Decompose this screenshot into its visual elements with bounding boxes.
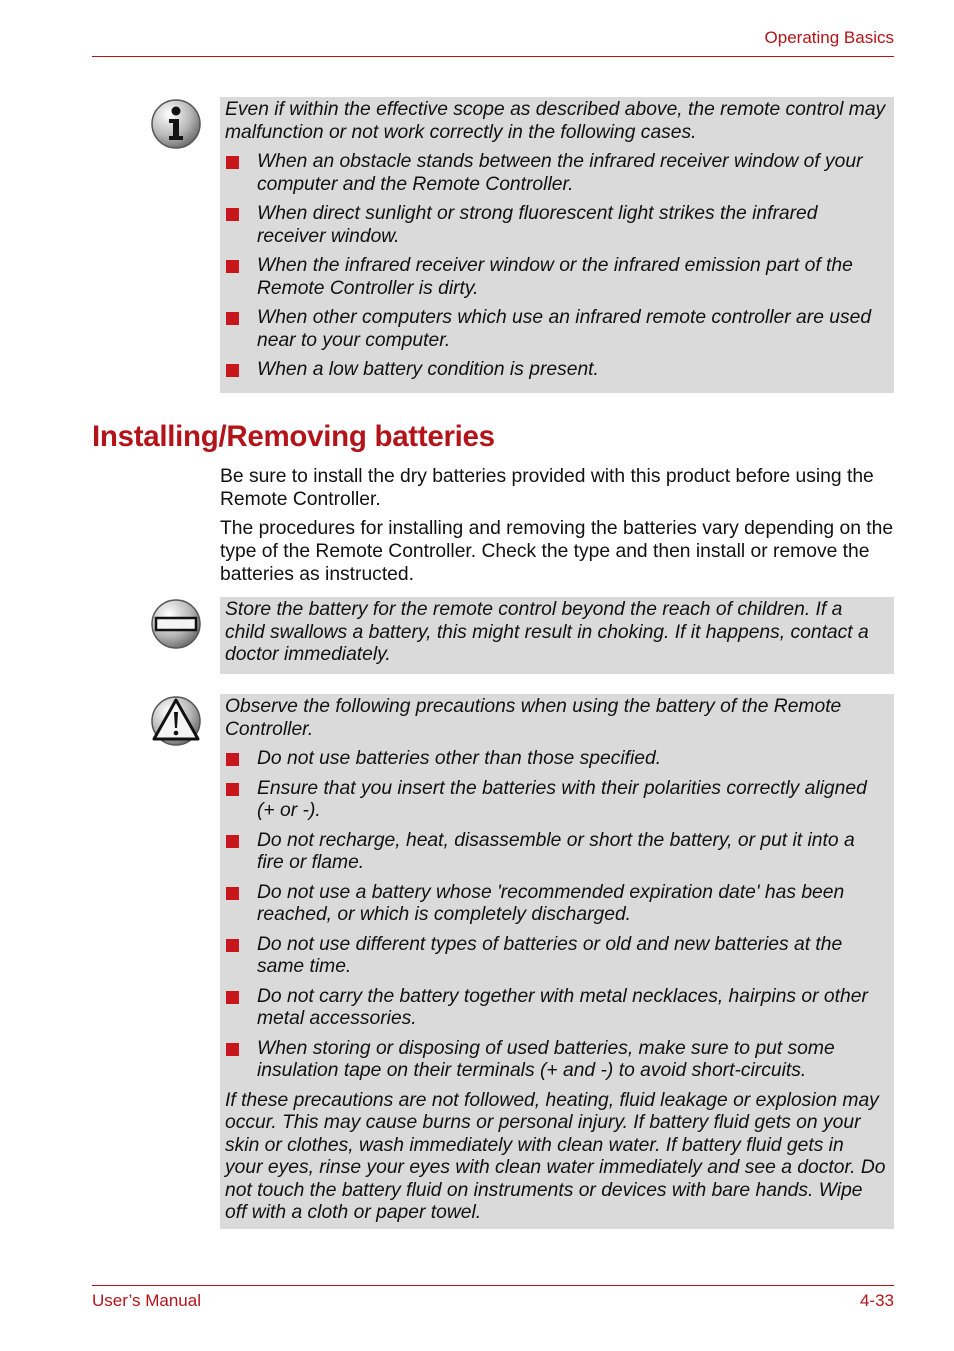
body-paragraph: Be sure to install the dry batteries provided with this product before using the Remote Controller. bbox=[220, 466, 874, 510]
info-note-intro: Even if within the effective scope as described above, the remote control may malfunction or not work correctly in the following cases. bbox=[225, 99, 886, 143]
header-rule bbox=[92, 56, 894, 57]
warning-icon bbox=[150, 695, 202, 747]
warning-note-intro: Observe the following precautions when using the battery of the Remote Controller. bbox=[225, 696, 842, 740]
list-item: When the infrared receiver window or the infrared emission part of the Remote Controller is dirty. bbox=[225, 255, 886, 300]
list-item: When an obstacle stands between the infrared receiver window of your computer and the Remote Controller. bbox=[225, 151, 886, 196]
section-body bbox=[220, 465, 894, 592]
list-item: Do not use batteries other than those specified. bbox=[225, 748, 886, 771]
list-item: Ensure that you insert the batteries with their polarities correctly aligned (+ or -). bbox=[225, 778, 886, 823]
list-item: When a low battery condition is present. bbox=[225, 359, 886, 382]
body-paragraph: The procedures for installing and removing the batteries vary depending on the type of the Remote Controller. Check the type and then install or remove the batteries as instructed. bbox=[220, 518, 894, 585]
page-number: 4-33 bbox=[859, 1291, 894, 1310]
list-item: Do not carry the battery together with metal necklaces, hairpins or other metal accessories. bbox=[225, 986, 886, 1031]
info-icon bbox=[150, 98, 202, 150]
warning-note bbox=[220, 694, 894, 1229]
list-item: Do not recharge, heat, disassemble or short the battery, or put it into a fire or flame. bbox=[225, 830, 886, 875]
list-item: Do not use a battery whose 'recommended expiration date' has been reached, or which is completely discharged. bbox=[225, 882, 886, 927]
info-note bbox=[220, 97, 894, 393]
warning-note-closing: If these precautions are not followed, heating, fluid leakage or explosion may occur. This may cause burns or personal injury. If battery fluid gets on your skin or clothes, wash immediately with clean water. If battery fluid gets in your eyes, rinse your eyes with clean water immediately and see a doctor. Do not touch the battery fluid on instruments or devices with bare hands. Wipe off with a cloth or paper towel. bbox=[225, 1089, 886, 1223]
footer-rule bbox=[92, 1285, 894, 1286]
list-item: When other computers which use an infrared remote controller are used near to your computer. bbox=[225, 307, 886, 352]
no-entry-icon bbox=[150, 598, 202, 650]
info-note-list bbox=[225, 151, 886, 382]
footer-title: User’s Manual bbox=[92, 1291, 201, 1310]
list-item: When storing or disposing of used batteries, make sure to put some insulation tape on their terminals (+ and -) to avoid short-circuits. bbox=[225, 1038, 886, 1083]
danger-note bbox=[220, 597, 894, 674]
warning-note-list bbox=[225, 748, 886, 1083]
danger-note-text: Store the battery for the remote control beyond the reach of children. If a child swallows a battery, this might result in choking. If it happens, contact a doctor immediately. bbox=[225, 599, 869, 665]
section-heading: Installing/Removing batteries bbox=[92, 420, 495, 453]
header-section-title: Operating Basics bbox=[764, 28, 894, 47]
list-item: When direct sunlight or strong fluorescent light strikes the infrared receiver window. bbox=[225, 203, 886, 248]
list-item: Do not use different types of batteries or old and new batteries at the same time. bbox=[225, 934, 886, 979]
